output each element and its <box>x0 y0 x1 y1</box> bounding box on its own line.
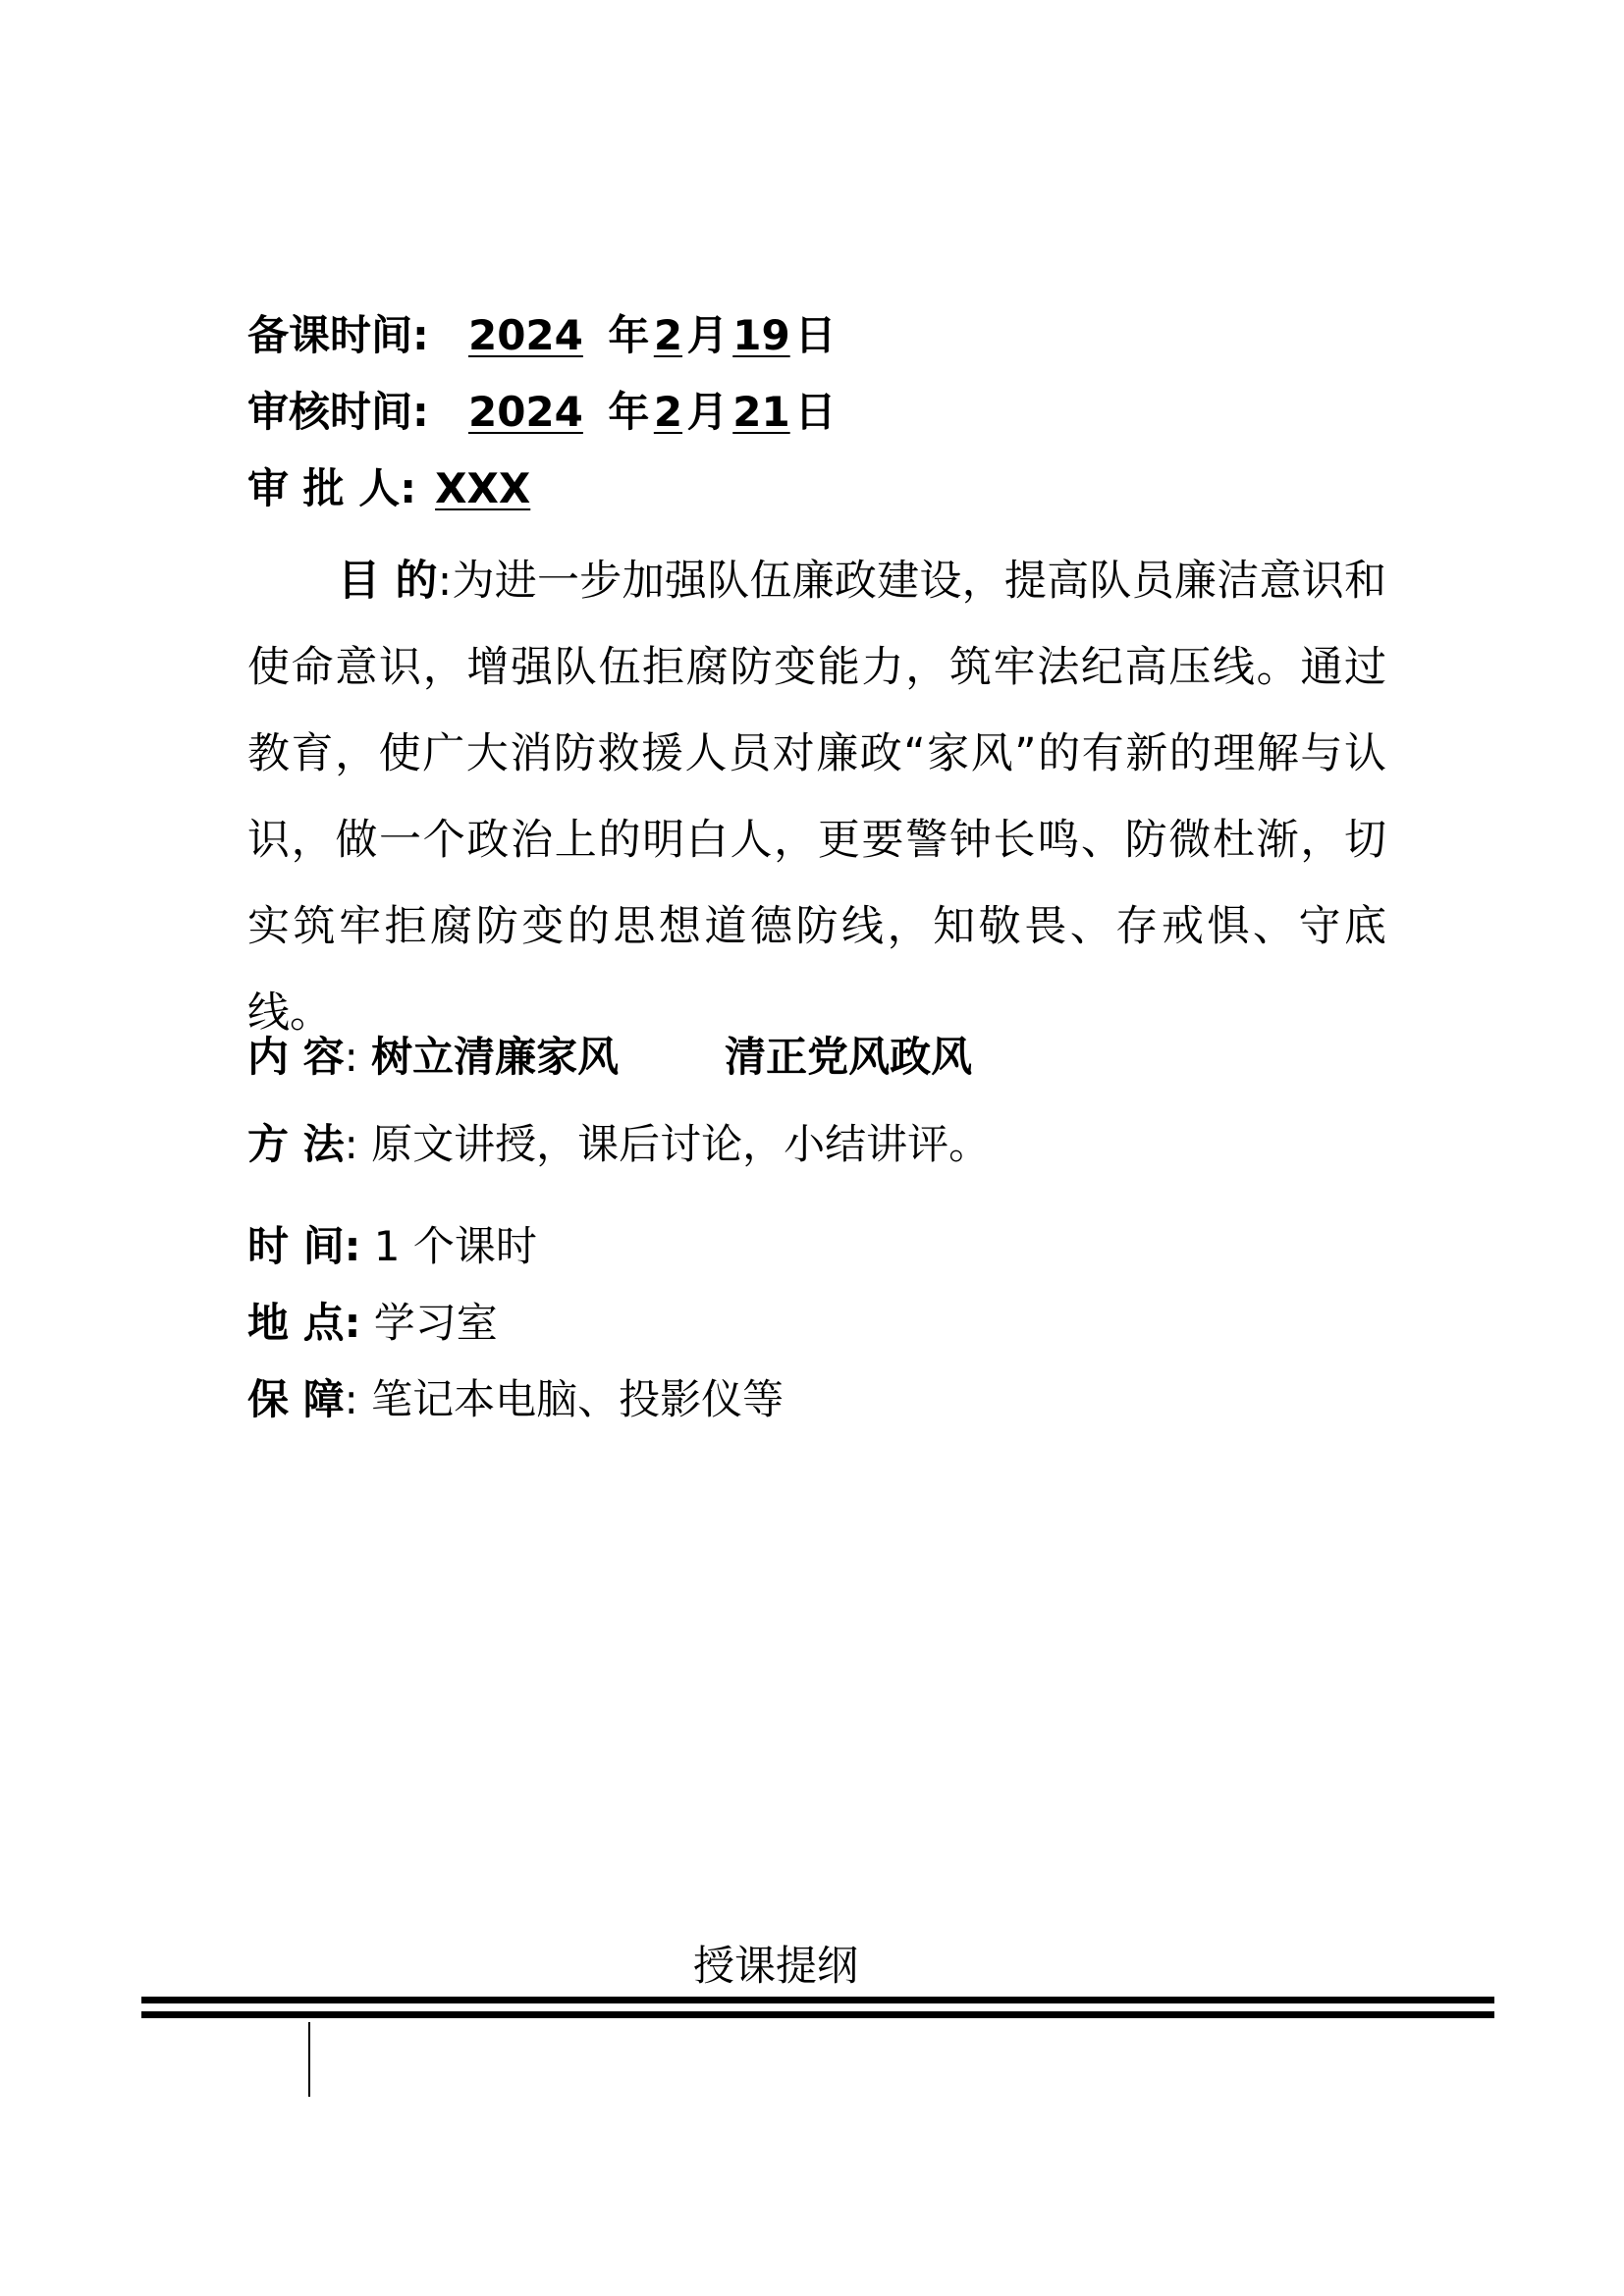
equipment-line <box>247 1370 784 1429</box>
prep-year: 2024 <box>467 311 583 359</box>
equipment-separator: : <box>344 1375 358 1423</box>
approver-line <box>247 459 535 518</box>
method-separator: : <box>344 1120 358 1168</box>
purpose-paragraph <box>247 538 1386 1056</box>
duration-line <box>247 1217 537 1276</box>
double-rule-bottom <box>141 2011 1494 2018</box>
review-year-unit: 年 <box>608 388 650 436</box>
review-time-label: 审核时间: <box>247 388 429 436</box>
equipment-label: 保 障 <box>247 1375 345 1423</box>
content-topic-2: 清正党风政风 <box>725 1033 973 1081</box>
outline-title: 授课提纲 <box>692 1942 858 1990</box>
method-label: 方 法 <box>247 1120 345 1168</box>
prep-day-unit: 日 <box>794 311 837 359</box>
prep-year-unit: 年 <box>608 311 650 359</box>
review-day: 21 <box>732 388 790 436</box>
prep-time-line <box>247 306 836 365</box>
equipment-value: 笔记本电脑、投影仪等 <box>371 1375 785 1423</box>
duration-value: 1 个课时 <box>373 1222 537 1270</box>
purpose-separator: : <box>437 557 453 606</box>
method-line <box>247 1115 990 1174</box>
review-year: 2024 <box>467 388 583 436</box>
purpose-label: 目 的 <box>338 557 438 606</box>
duration-label: 时 间: <box>247 1222 361 1270</box>
content-topic-1: 树立清廉家风 <box>371 1033 620 1081</box>
review-month: 2 <box>653 388 683 436</box>
location-label: 地 点: <box>247 1299 361 1347</box>
review-day-unit: 日 <box>794 388 837 436</box>
location-value: 学习室 <box>373 1299 498 1347</box>
approver-label: 审 批 人: <box>247 464 417 512</box>
prep-month: 2 <box>653 311 683 359</box>
location-line <box>247 1294 498 1353</box>
prep-day: 19 <box>732 311 790 359</box>
table-vertical-line <box>308 2022 310 2097</box>
approver-value: XXX <box>435 464 531 512</box>
content-separator: : <box>344 1033 358 1081</box>
content-line <box>247 1028 972 1087</box>
prep-month-unit: 月 <box>686 311 729 359</box>
double-rule-top <box>141 1997 1494 2003</box>
content-label: 内 容 <box>247 1033 345 1081</box>
review-time-line <box>247 383 836 442</box>
purpose-text: 为进一步加强队伍廉政建设，提高队员廉洁意识和使命意识，增强队伍拒腐防变能力，筑牢法纪高压线。通过教育，使广大消防救援人员对廉政“家风”的有新的理解与认识，做一个政治上的明白人，更要警钟长鸣、防微杜渐，切实筑牢拒腐防变的思想道德防线，知敬畏、存戒惧、守底线。 <box>247 557 1386 1038</box>
review-month-unit: 月 <box>686 388 729 436</box>
prep-time-label: 备课时间: <box>247 311 429 359</box>
method-value: 原文讲授，课后讨论，小结讲评。 <box>371 1120 991 1168</box>
